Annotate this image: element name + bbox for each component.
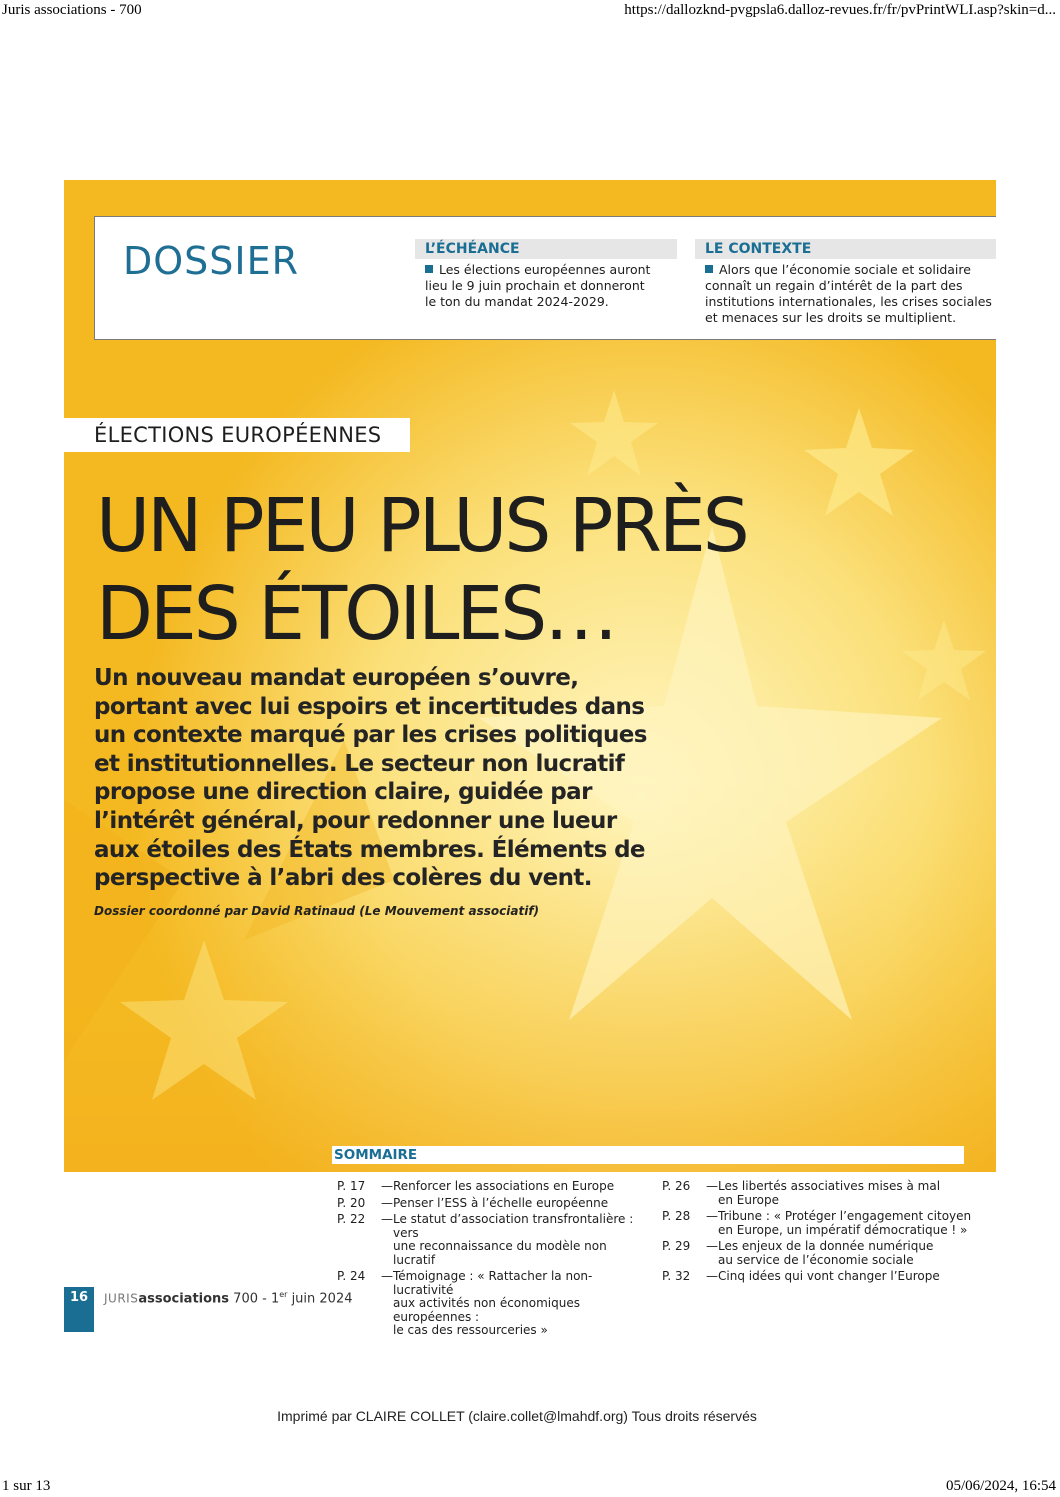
article-lead: Un nouveau mandat européen s’ouvre, portant avec lui espoirs et incertitudes dans un contexte marqué par les crises politiques et institutionnelles. Le secteur non lucratif propose une direction claire, guidée par l’intérêt général, pour redonner une lueur aux étoiles des États membres. Éléments de perspective à l’abri des colères du vent. bbox=[94, 665, 647, 892]
toc-item: P. 28 — Tribune : « Protéger l’engagement citoyen en Europe, un impératif démocratique ! » bbox=[662, 1209, 972, 1237]
sommaire-right-column bbox=[662, 1180, 992, 1287]
print-header-url: https://dallozknd-pvgpsla6.dalloz-revues.fr/fr/pvPrintWLI.asp?skin=d... bbox=[624, 2, 1056, 18]
toc-title: Cinq idées qui vont changer l’Europe bbox=[718, 1269, 940, 1283]
toc-title: Les libertés associatives mises à mal en Europe bbox=[718, 1179, 941, 1207]
toc-item: P. 32 — Cinq idées qui vont changer l’Europe bbox=[662, 1269, 940, 1283]
issue-number: 700 - 1 bbox=[229, 1291, 280, 1307]
toc-item: P. 20 — Penser l’ESS à l’échelle européenne bbox=[337, 1195, 609, 1210]
issue-sup: er bbox=[279, 1290, 288, 1299]
toc-page: P. 24 bbox=[337, 1269, 366, 1283]
toc-page: P. 26 bbox=[662, 1179, 691, 1193]
echeance-text: Les élections européennes auront lieu le 9 juin prochain et donneront le ton du mandat 2024-2029. bbox=[425, 262, 651, 309]
toc-title: Témoignage : « Rattacher la non-lucrativité aux activités non économiques européennes : le cas des ressourceries » bbox=[393, 1269, 593, 1337]
sommaire-heading: SOMMAIRE bbox=[332, 1146, 964, 1164]
echeance-heading: L’ÉCHÉANCE bbox=[415, 239, 677, 259]
print-page-counter: 1 sur 13 bbox=[2, 1478, 51, 1494]
toc-title: Les enjeux de la donnée numérique au service de l’économie sociale bbox=[718, 1239, 934, 1267]
contexte-column bbox=[695, 239, 996, 326]
dossier-label: DOSSIER bbox=[123, 239, 300, 283]
toc-title: Tribune : « Protéger l’engagement citoyen en Europe, un impératif démocratique ! » bbox=[718, 1209, 972, 1237]
toc-title: Penser l’ESS à l’échelle européenne bbox=[393, 1195, 609, 1210]
bullet-square-icon bbox=[425, 265, 433, 273]
article-byline: Dossier coordonné par David Ratinaud (Le Mouvement associatif) bbox=[94, 904, 540, 918]
toc-page: P. 28 bbox=[662, 1209, 691, 1223]
sommaire-left-column bbox=[337, 1180, 647, 1341]
contexte-heading: LE CONTEXTE bbox=[695, 239, 996, 259]
toc-title: Renforcer les associations en Europe bbox=[393, 1179, 615, 1193]
magazine-page bbox=[64, 180, 996, 1172]
dossier-header-box bbox=[94, 216, 996, 340]
bullet-square-icon bbox=[705, 265, 713, 273]
print-header-title: Juris associations - 700 bbox=[2, 2, 142, 18]
toc-item: P. 17 — Renforcer les associations en Europe bbox=[337, 1179, 615, 1193]
toc-title: Le statut d’association transfrontalière : vers une reconnaissance du modèle non lucratif bbox=[393, 1212, 634, 1267]
page-number-tab: 16 bbox=[64, 1287, 94, 1332]
toc-page: P. 17 bbox=[337, 1179, 366, 1193]
brand-bold: associations bbox=[138, 1291, 230, 1307]
toc-item: P. 22 — Le statut d’association transfrontalière : vers une reconnaissance du modèle non lucratif bbox=[337, 1213, 647, 1267]
toc-page: P. 22 bbox=[337, 1212, 366, 1226]
toc-item: P. 29 — Les enjeux de la donnée numérique au service de l’économie sociale bbox=[662, 1239, 934, 1267]
printed-by-notice: Imprimé par CLAIRE COLLET (claire.collet@lmahdf.org) Tous droits réservés bbox=[277, 1408, 757, 1424]
contexte-text: Alors que l’économie sociale et solidaire connaît un regain d’intérêt de la part des institutions internationales, les crises sociales et menaces sur les droits se multiplient. bbox=[705, 262, 992, 325]
issue-date: juin 2024 bbox=[287, 1291, 353, 1307]
echeance-column bbox=[415, 239, 677, 310]
article-headline: UN PEU PLUS PRÈS DES ÉTOILES… bbox=[96, 483, 747, 657]
journal-footer bbox=[104, 1290, 353, 1306]
toc-page: P. 29 bbox=[662, 1239, 691, 1253]
toc-page: P. 20 bbox=[337, 1195, 366, 1210]
article-kicker: ÉLECTIONS EUROPÉENNES bbox=[64, 418, 410, 452]
toc-item: P. 26 — Les libertés associatives mises à mal en Europe bbox=[662, 1179, 941, 1207]
toc-item: P. 24 — Témoignage : « Rattacher la non-lucrativité aux activités non économiques européennes : le cas des ressourceries » bbox=[337, 1270, 647, 1338]
brand-light: JURIS bbox=[104, 1291, 139, 1306]
print-timestamp: 05/06/2024, 16:54 bbox=[945, 1478, 1056, 1494]
toc-page: P. 32 bbox=[662, 1269, 691, 1283]
